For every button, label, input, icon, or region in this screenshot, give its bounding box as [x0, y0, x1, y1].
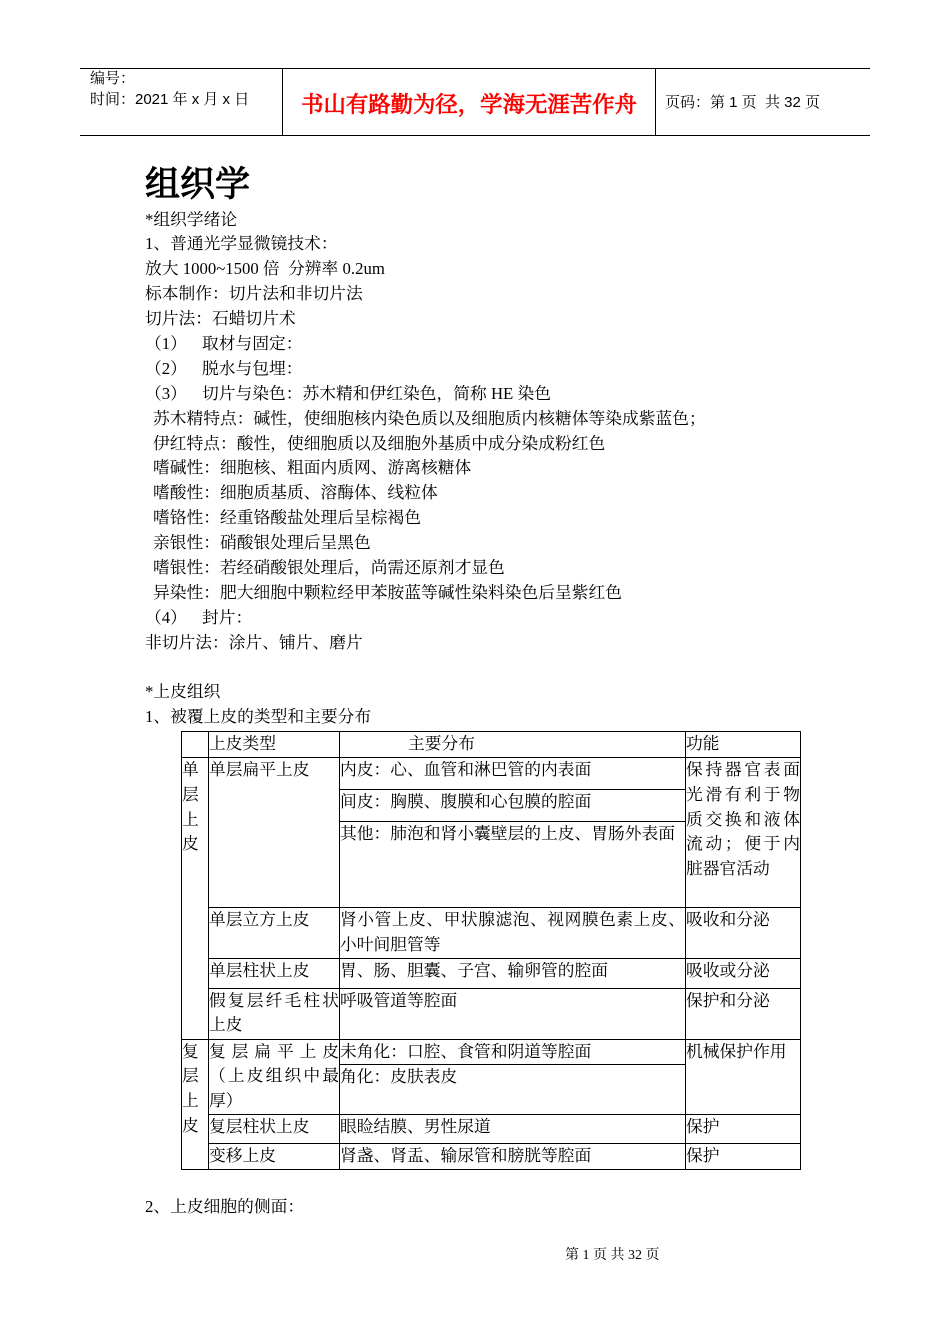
type-cell: 变移上皮	[209, 1144, 340, 1170]
header-bottom-rule	[80, 135, 870, 136]
page-title: 组织学	[145, 165, 251, 205]
step-number: （4）	[145, 607, 187, 627]
staining-note: 亲银性：硝酸银处理后呈黑色	[153, 533, 371, 553]
table-row	[182, 758, 801, 790]
lateral-surface-heading: 2、上皮细胞的侧面：	[145, 1196, 305, 1216]
step-item	[145, 382, 706, 407]
header-page-info: 页码：第 1 页 共 32 页	[665, 94, 821, 111]
step-number: （1）	[145, 333, 187, 353]
header-motto: 书山有路勤为径，学海无涯苦作舟	[301, 92, 637, 117]
step-item	[145, 606, 706, 631]
staining-note: 伊红特点：酸性，使细胞质以及细胞外基质中成分染成粉红色	[153, 433, 606, 453]
header-cell-distribution: 主要分布	[340, 732, 686, 758]
covering-epithelium-heading: 1、被覆上皮的类型和主要分布	[145, 707, 372, 727]
magnification-line: 放大 1000~1500 倍 分辨率 0.2um	[145, 259, 385, 279]
header-cell-type: 上皮类型	[209, 732, 340, 758]
staining-note: 嗜铬性：经重铬酸盐处理后呈棕褐色	[153, 508, 422, 528]
header-cell-group	[182, 732, 209, 758]
table-row	[182, 1144, 801, 1170]
table-row	[182, 908, 801, 959]
staining-note: 嗜酸性：细胞质基质、溶酶体、线粒体	[153, 483, 438, 503]
lateral-section	[145, 1195, 304, 1220]
section-method-line: 切片法：石蜡切片术	[145, 309, 296, 329]
step-number: （3）	[145, 383, 187, 403]
blank-line	[145, 656, 706, 681]
type-cell: 单层立方上皮	[209, 908, 340, 959]
intro-section	[145, 208, 706, 731]
group-label-cell: 复层上皮	[182, 1039, 209, 1170]
type-cell: 单层柱状上皮	[209, 958, 340, 988]
section-heading: *组织学绪论	[145, 209, 238, 229]
function-cell: 保持器官表面光滑有利于物质交换和液体流动；便于内脏器官活动	[686, 758, 801, 908]
table-header-row	[182, 732, 801, 758]
microscopy-heading: 1、普通光学显微镜技术：	[145, 234, 338, 254]
staining-note: 异染性：肥大细胞中颗粒经甲苯胺蓝等碱性染料染色后呈紫红色	[153, 582, 623, 602]
page-footer: 第 1 页 共 32 页	[565, 1248, 660, 1263]
table-row	[182, 988, 801, 1039]
distribution-cell: 间皮：胸膜、腹膜和心包膜的腔面	[340, 790, 686, 822]
type-cell: 复层扁平上皮（上皮组织中最厚）	[209, 1039, 340, 1115]
function-cell: 保护	[686, 1115, 801, 1144]
header-divider-right	[655, 68, 656, 135]
document-number-label: 编号：	[90, 70, 136, 87]
distribution-cell: 内皮：心、血管和淋巴管的内表面	[340, 758, 686, 790]
table-row	[182, 1115, 801, 1144]
distribution-cell: 未角化：口腔、食管和阴道等腔面	[340, 1039, 686, 1065]
non-section-method-line: 非切片法：涂片、铺片、磨片	[145, 632, 363, 652]
type-cell: 单层扁平上皮	[209, 758, 340, 908]
step-number: （2）	[145, 358, 187, 378]
distribution-cell: 呼吸管道等腔面	[340, 988, 686, 1039]
step-item	[145, 357, 706, 382]
distribution-cell: 肾小管上皮、甲状腺滤泡、视网膜色素上皮、小叶间胆管等	[340, 908, 686, 959]
function-cell: 保护	[686, 1144, 801, 1170]
type-cell: 假复层纤毛柱状上皮	[209, 988, 340, 1039]
function-cell: 吸收或分泌	[686, 958, 801, 988]
distribution-cell: 眼睑结膜、男性尿道	[340, 1115, 686, 1144]
header-top-rule	[80, 68, 870, 69]
document-time-label: 时间：2021 年 x 月 x 日	[90, 91, 250, 108]
function-cell: 机械保护作用	[686, 1039, 801, 1115]
step-text: 封片：	[202, 607, 253, 627]
specimen-prep-line: 标本制作：切片法和非切片法	[145, 284, 363, 304]
type-cell: 复层柱状上皮	[209, 1115, 340, 1144]
step-text: 切片与染色：苏木精和伊红染色，简称 HE 染色	[202, 383, 551, 403]
function-cell: 吸收和分泌	[686, 908, 801, 959]
table-row	[182, 1039, 801, 1065]
table-row	[182, 958, 801, 988]
staining-note: 嗜碱性：细胞核、粗面内质网、游离核糖体	[153, 458, 472, 478]
staining-note: 嗜银性：若经硝酸银处理后，尚需还原剂才显色	[153, 557, 505, 577]
header-cell-function: 功能	[686, 732, 801, 758]
step-text: 取材与固定：	[202, 333, 303, 353]
function-cell: 保护和分泌	[686, 988, 801, 1039]
group-label-cell: 单层上皮	[182, 758, 209, 1040]
epithelium-table	[181, 731, 801, 1170]
distribution-cell: 肾盏、肾盂、输尿管和膀胱等腔面	[340, 1144, 686, 1170]
step-item	[145, 332, 706, 357]
distribution-cell: 角化：皮肤表皮	[340, 1065, 686, 1115]
epithelium-heading: *上皮组织	[145, 682, 221, 702]
distribution-cell: 其他：肺泡和肾小囊壁层的上皮、胃肠外表面	[340, 822, 686, 908]
staining-note: 苏木精特点：碱性，使细胞核内染色质以及细胞质内核糖体等染成紫蓝色；	[153, 408, 706, 428]
distribution-cell: 胃、肠、胆囊、子宫、输卵管的腔面	[340, 958, 686, 988]
step-text: 脱水与包埋：	[202, 358, 303, 378]
